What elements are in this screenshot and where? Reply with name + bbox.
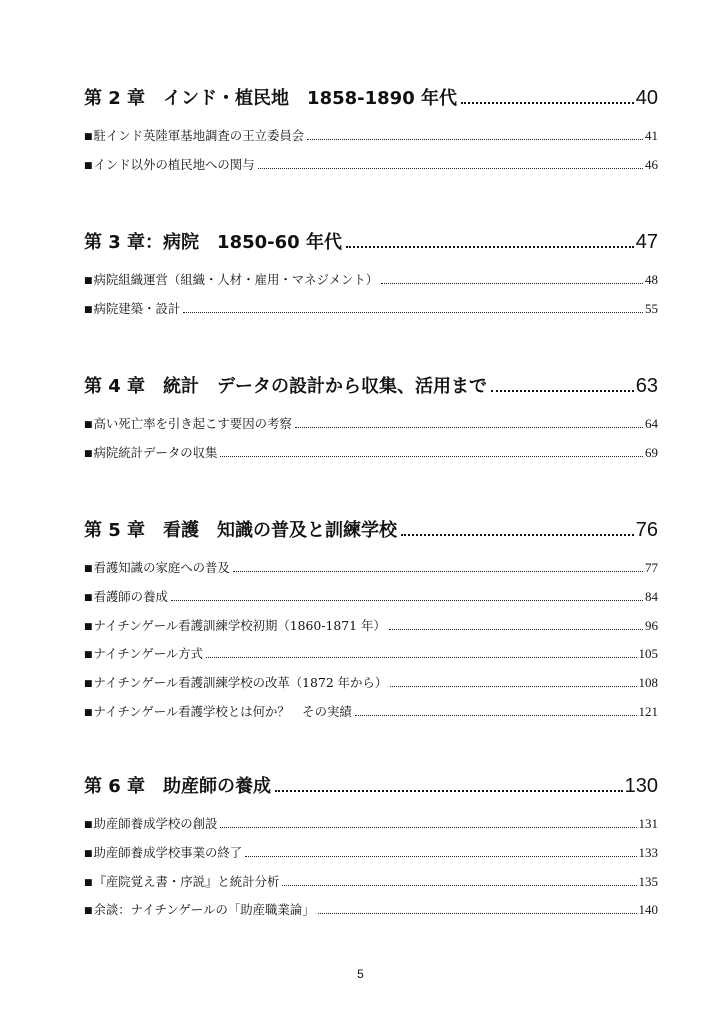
toc-entry[interactable] [84, 900, 658, 929]
chapter-title: 第 3 章：病院 1850-60 年代 [84, 232, 342, 253]
chapter-title: 第 2 章 インド・植民地 1858-1890 年代 [84, 88, 457, 109]
square-bullet-icon: ■ [84, 160, 93, 171]
entry-page-number: 108 [638, 675, 658, 691]
entry-label: 『産院覚え書・序説』と統計分析 [93, 873, 280, 889]
chapter-heading[interactable] [84, 772, 658, 798]
dot-leader [258, 168, 643, 169]
entry-label: 病院統計データの収集 [93, 444, 218, 460]
dot-leader [307, 139, 643, 140]
toc-entry[interactable] [84, 299, 658, 328]
entry-label: ナイチンゲール看護訓練学校初期（1860-1871 年） [93, 617, 386, 633]
entry-label: ナイチンゲール看護学校とは何か？ その実績 [93, 703, 352, 719]
square-bullet-icon: ■ [84, 679, 93, 690]
chapter-page-number: 40 [635, 87, 658, 109]
dot-leader [183, 312, 643, 313]
entry-page-number: 121 [638, 703, 658, 719]
toc-entry[interactable] [84, 270, 658, 299]
section-list [84, 126, 658, 184]
square-bullet-icon: ■ [84, 420, 93, 430]
toc-chapter [84, 516, 658, 731]
entry-label: 病院建築・設計 [93, 300, 181, 316]
dot-leader [346, 246, 634, 248]
toc-entry[interactable] [84, 558, 658, 587]
section-list [84, 270, 658, 328]
toc-entry[interactable] [84, 414, 658, 443]
dot-leader [220, 456, 643, 457]
toc-entry[interactable] [84, 443, 658, 472]
dot-leader [401, 534, 634, 536]
dot-leader [461, 102, 634, 104]
square-bullet-icon: ■ [84, 820, 93, 830]
square-bullet-icon: ■ [84, 448, 93, 459]
entry-page-number: 69 [645, 444, 658, 460]
toc-entry[interactable] [84, 673, 658, 702]
dot-leader [275, 790, 623, 792]
entry-page-number: 131 [638, 816, 658, 831]
toc-entry[interactable] [84, 126, 658, 155]
dot-leader [233, 571, 643, 572]
entry-page-number: 55 [645, 300, 658, 316]
chapter-heading[interactable] [84, 228, 658, 254]
dot-leader [390, 686, 636, 687]
entry-page-number: 48 [645, 272, 658, 287]
dot-leader [381, 283, 643, 284]
toc-entry[interactable] [84, 587, 658, 616]
square-bullet-icon: ■ [84, 650, 93, 661]
square-bullet-icon: ■ [84, 621, 93, 632]
dot-leader [318, 913, 637, 914]
entry-label: 助産師養成学校事業の終了 [93, 844, 243, 860]
entry-label: 高い死亡率を引き起こす要因の考察 [93, 416, 292, 431]
toc-entry[interactable] [84, 616, 658, 645]
section-list [84, 814, 658, 929]
entry-page-number: 133 [638, 844, 658, 860]
entry-label: ナイチンゲール方式 [93, 646, 204, 662]
toc-entry[interactable] [84, 702, 658, 731]
chapter-heading[interactable] [84, 84, 658, 110]
chapter-page-number: 76 [635, 519, 658, 541]
dot-leader [389, 629, 643, 630]
toc-entry[interactable] [84, 843, 658, 872]
page-footer-number: 5 [357, 967, 364, 981]
section-list [84, 414, 658, 472]
dot-leader [206, 657, 636, 658]
entry-page-number: 135 [638, 873, 658, 889]
entry-label: 看護師の養成 [93, 588, 168, 604]
entry-label: 助産師養成学校の創設 [93, 816, 218, 831]
chapter-heading[interactable] [84, 372, 658, 398]
entry-label: ナイチンゲール看護訓練学校の改革（1872 年から） [93, 675, 388, 691]
square-bullet-icon: ■ [84, 877, 93, 888]
entry-label: インド以外の植民地への関与 [93, 156, 255, 172]
toc-entry[interactable] [84, 872, 658, 901]
entry-page-number: 41 [645, 128, 658, 143]
chapter-page-number: 63 [635, 375, 658, 397]
toc-chapter [84, 772, 658, 929]
dot-leader [245, 856, 636, 857]
entry-page-number: 96 [645, 617, 658, 633]
chapter-title: 第 4 章 統計 データの設計から収集、活用まで [84, 376, 488, 397]
square-bullet-icon: ■ [84, 707, 93, 718]
square-bullet-icon: ■ [84, 132, 93, 142]
entry-page-number: 84 [645, 588, 658, 604]
toc-chapter [84, 228, 658, 328]
square-bullet-icon: ■ [84, 304, 93, 315]
toc-chapter [84, 372, 658, 472]
entry-page-number: 77 [645, 560, 658, 575]
chapter-heading[interactable] [84, 516, 658, 542]
dot-leader [171, 600, 643, 601]
toc-chapter [84, 84, 658, 184]
dot-leader [355, 715, 637, 716]
dot-leader [282, 885, 636, 886]
dot-leader [295, 427, 643, 428]
square-bullet-icon: ■ [84, 906, 93, 917]
square-bullet-icon: ■ [84, 592, 93, 603]
entry-page-number: 64 [645, 416, 658, 431]
entry-page-number: 46 [645, 156, 658, 172]
chapter-page-number: 130 [624, 775, 658, 797]
chapter-page-number: 47 [635, 231, 658, 253]
section-list [84, 558, 658, 731]
toc-entry[interactable] [84, 814, 658, 843]
square-bullet-icon: ■ [84, 564, 93, 574]
dot-leader [220, 827, 636, 828]
entry-page-number: 140 [638, 902, 658, 918]
entry-label: 駐インド英陸軍基地調査の王立委員会 [93, 128, 305, 143]
entry-label: 看護知識の家庭への普及 [93, 560, 230, 575]
entry-page-number: 105 [638, 646, 658, 662]
square-bullet-icon: ■ [84, 276, 93, 286]
toc-entry[interactable] [84, 644, 658, 673]
entry-label: 余談：ナイチンゲールの「助産職業論」 [93, 902, 315, 918]
chapter-title: 第 6 章 助産師の養成 [84, 776, 272, 797]
toc-entry[interactable] [84, 155, 658, 184]
chapter-title: 第 5 章 看護 知識の普及と訓練学校 [84, 520, 398, 541]
square-bullet-icon: ■ [84, 848, 93, 859]
dot-leader [491, 390, 634, 392]
entry-label: 病院組織運営（組織・人材・雇用・マネジメント） [93, 272, 379, 287]
